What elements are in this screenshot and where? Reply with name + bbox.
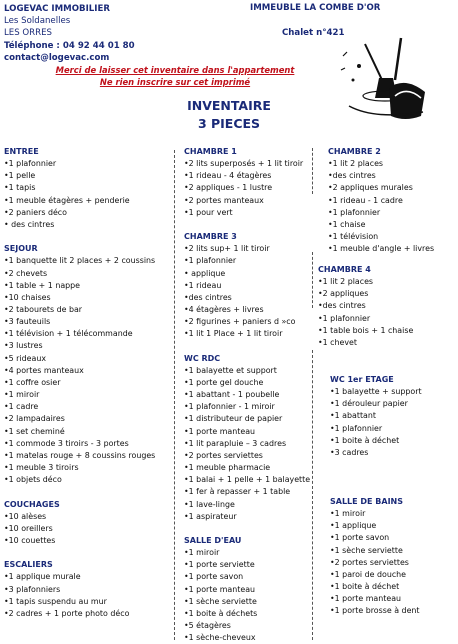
list-item: •1 matelas rouge + 8 coussins rouges <box>4 450 156 460</box>
column-divider <box>174 150 175 640</box>
list-item: •2 tabourets de bar <box>4 305 83 315</box>
agency-town: LES ORRES <box>4 28 52 39</box>
list-item: •1 balayette et support <box>184 365 277 375</box>
list-item: •1 boite à déchets <box>184 608 258 618</box>
list-item: •5 étagères <box>184 621 231 631</box>
inventory-column-2 <box>184 146 310 644</box>
list-item: •2 lits superposés + 1 lit tiroir <box>184 159 304 169</box>
list-item: •10 alèses <box>4 511 47 521</box>
list-item: • applique <box>184 268 226 278</box>
list-item: •2 portes serviettes <box>184 450 263 460</box>
spacer <box>184 340 310 352</box>
list-item: •1 set cheminé <box>4 426 65 436</box>
list-item: •1 porte savon <box>330 533 390 543</box>
agency-street: Les Soldanelles <box>4 16 71 27</box>
list-item: •1 applique murale <box>4 572 81 582</box>
list-item: •2 figurines + paniers d »co <box>184 317 296 327</box>
section-heading: COUCHAGES <box>4 499 60 509</box>
list-item: •1 lave-linge <box>184 499 235 509</box>
list-item: •1 plafonnier <box>318 313 371 323</box>
list-item: •des cintres <box>318 301 366 311</box>
list-item: • des cintres <box>4 219 55 229</box>
list-item: •1 balai + 1 pelle + 1 balayette <box>184 475 311 485</box>
list-item: •1 meuble d'angle + livres <box>328 244 435 254</box>
list-item: •1 porte manteau <box>184 584 256 594</box>
list-item: •1 table + 1 nappe <box>4 280 81 290</box>
list-item: •1 porte manteau <box>184 426 256 436</box>
section-heading: ENTREE <box>4 147 39 156</box>
list-item: •1 télévision <box>328 232 379 242</box>
list-item: •10 chaises <box>4 292 51 302</box>
list-item: •1 rideau - 4 étagères <box>184 171 272 181</box>
list-item: •2 appliques murales <box>328 183 413 193</box>
list-item: •2 appliques <box>318 289 369 299</box>
list-item: •1 dérouleur papier <box>330 399 408 409</box>
section-heading: CHAMBRE 4 <box>318 265 371 274</box>
column-divider <box>312 252 313 308</box>
list-item: •1 chevet <box>318 337 357 347</box>
spacer <box>4 486 155 498</box>
list-item: •3 cadres <box>330 447 369 457</box>
list-item: •1 porte brosse à dent <box>330 606 420 616</box>
list-item: •4 étagères + livres <box>184 305 264 315</box>
title-line-1: INVENTAIRE <box>187 98 271 113</box>
agency-name: LOGEVAC IMMOBILIER <box>4 4 110 14</box>
notice-line-1: Merci de laisser cet inventaire dans l'appartement <box>55 65 295 75</box>
list-item: •1 plafonnier <box>330 423 383 433</box>
inventory-column-3a <box>328 146 434 255</box>
list-item: •1 porte manteau <box>330 594 402 604</box>
list-item: •3 fauteuils <box>4 317 51 327</box>
list-item: •1 porte savon <box>184 572 244 582</box>
section-heading: CHAMBRE 1 <box>184 147 237 156</box>
list-item: •1 plafonnier <box>184 256 237 266</box>
inventory-column-3d <box>330 496 420 618</box>
section-heading: WC 1er ETAGE <box>330 375 394 384</box>
list-item: •1 sèche serviette <box>330 545 403 555</box>
list-item: •3 plafonniers <box>4 584 61 594</box>
list-item: •1 sèche serviette <box>184 596 257 606</box>
list-item: •1 abattant <box>330 411 376 421</box>
list-item: •1 lit 2 places <box>318 277 374 287</box>
list-item: •1 plafonnier <box>4 159 57 169</box>
section-heading: SALLE DE BAINS <box>330 497 404 506</box>
list-item: •1 miroir <box>184 548 220 558</box>
list-item: •2 portes manteaux <box>184 195 264 205</box>
spacer <box>4 547 155 559</box>
section-heading: CHAMBRE 3 <box>184 232 237 242</box>
agency-email: contact@logevac.com <box>4 52 110 63</box>
list-item: •1 meuble pharmacie <box>184 463 271 473</box>
list-item: •des cintres <box>328 171 376 181</box>
list-item: •3 lustres <box>4 341 43 351</box>
inventory-column-3b <box>318 264 413 349</box>
list-item: •1 plafonnier - 1 miroir <box>184 402 275 412</box>
list-item: •1 tapis <box>4 183 36 193</box>
list-item: •1 paroi de douche <box>330 569 407 579</box>
title-line-2: 3 PIECES <box>197 116 261 131</box>
list-item: •1 meuble 3 tiroirs <box>4 463 79 473</box>
list-item: •des cintres <box>184 292 232 302</box>
list-item: •1 table bois + 1 chaise <box>318 325 414 335</box>
spacer <box>184 523 310 535</box>
list-item: •1 porte serviette <box>184 560 255 570</box>
spacer <box>4 231 155 243</box>
list-item: •2 paniers déco <box>4 207 67 217</box>
list-item: •1 lit 1 Place + 1 lit tiroir <box>184 329 283 339</box>
building-name: IMMEUBLE LA COMBE D'OR <box>250 3 381 13</box>
list-item: •10 couettes <box>4 535 56 545</box>
list-item: •1 chaise <box>328 219 366 229</box>
column-divider <box>312 148 313 194</box>
notice-line-2: Ne rien inscrire sur cet imprimé <box>99 77 251 87</box>
agency-phone: Téléphone : 04 92 44 01 80 <box>4 40 135 51</box>
section-heading: CHAMBRE 2 <box>328 147 381 156</box>
list-item: •1 miroir <box>4 390 40 400</box>
section-heading: SALLE D'EAU <box>184 535 242 545</box>
column-divider <box>312 350 313 640</box>
list-item: •1 tapis suspendu au mur <box>4 596 107 606</box>
chalet-number: Chalet n°421 <box>282 28 345 38</box>
list-item: •1 rideau <box>184 280 222 290</box>
list-item: •2 appliques - 1 lustre <box>184 183 273 193</box>
list-item: •2 chevets <box>4 268 48 278</box>
inventory-column-3c <box>330 374 422 459</box>
list-item: •1 aspirateur <box>184 511 237 521</box>
list-item: •1 télévision + 1 télécommande <box>4 329 133 339</box>
list-item: •2 lits sup+ 1 lit tiroir <box>184 244 270 254</box>
list-item: •1 boite à déchet <box>330 435 400 445</box>
list-item: •5 rideaux <box>4 353 46 363</box>
list-item: •1 porte gel douche <box>184 377 264 387</box>
list-item: •1 boite à déchet <box>330 582 400 592</box>
list-item: •1 lit 2 places <box>328 159 384 169</box>
list-item: •1 coffre osier <box>4 377 61 387</box>
agency-block <box>4 3 135 64</box>
list-item: •1 pelle <box>4 171 36 181</box>
section-heading: ESCALIERS <box>4 560 53 570</box>
list-item: •10 oreillers <box>4 523 53 533</box>
list-item: •1 lit parapluie – 3 cadres <box>184 438 287 448</box>
list-item: •1 fer à repasser + 1 table <box>184 487 291 497</box>
list-item: •2 lampadaires <box>4 414 65 424</box>
list-item: •1 applique <box>330 521 377 531</box>
section-heading: WC RDC <box>184 353 221 363</box>
list-item: •1 abattant - 1 poubelle <box>184 390 280 400</box>
list-item: •1 miroir <box>330 509 366 519</box>
list-item: •1 banquette lit 2 places + 2 coussins <box>4 256 156 266</box>
list-item: •1 plafonnier <box>328 207 381 217</box>
list-item: •1 cadre <box>4 402 39 412</box>
list-item: •1 objets déco <box>4 475 62 485</box>
spacer <box>184 219 310 231</box>
inventory-column-1 <box>4 146 155 620</box>
list-item: •2 portes serviettes <box>330 557 409 567</box>
section-heading: SEJOUR <box>4 244 38 254</box>
list-item: •1 commode 3 tiroirs - 3 portes <box>4 438 129 448</box>
list-item: •1 distributeur de papier <box>184 414 283 424</box>
list-item: •1 pour vert <box>184 207 233 217</box>
list-item: •1 meuble étagères + penderie <box>4 195 130 205</box>
list-item: •1 rideau - 1 cadre <box>328 195 403 205</box>
list-item: •1 sèche-cheveux <box>184 633 256 643</box>
list-item: •4 portes manteaux <box>4 365 84 375</box>
list-item: •2 cadres + 1 porte photo déco <box>4 608 130 618</box>
list-item: •1 balayette + support <box>330 387 422 397</box>
